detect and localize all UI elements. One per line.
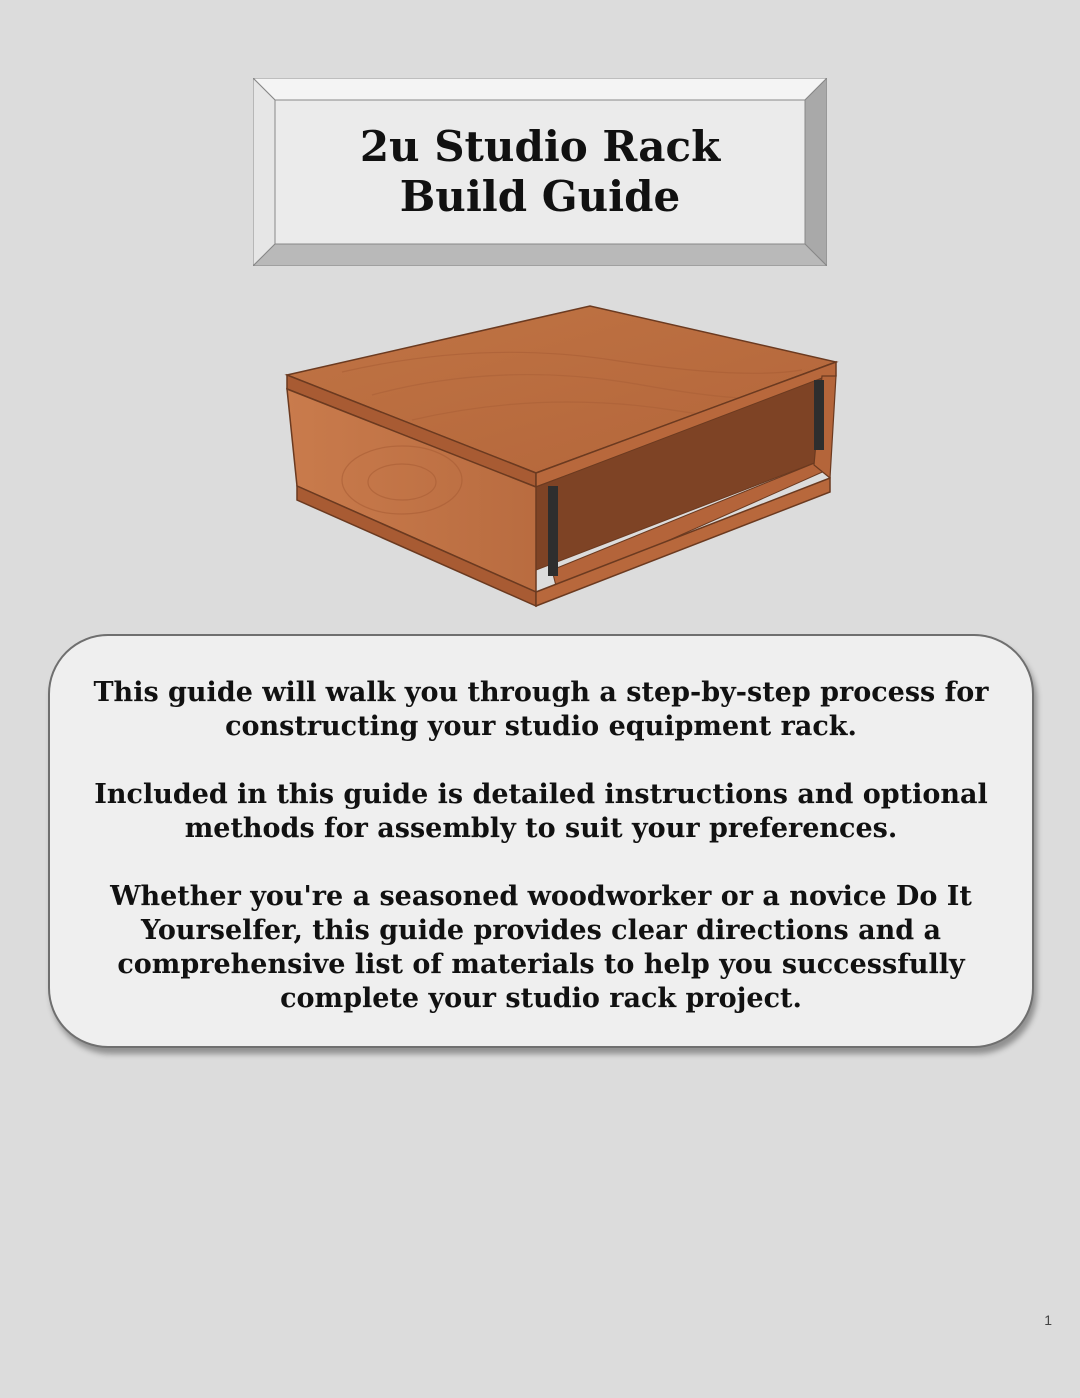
intro-paragraph-3: Whether you're a seasoned woodworker or a novice Do It Yourselfer, this guide provides clear directions and a comprehensive list of materials to help you successfully complete your studio rack project.: [110, 881, 972, 1014]
title-line-2: Build Guide: [399, 172, 681, 221]
title-line-1: 2u Studio Rack: [359, 122, 721, 171]
wooden-rack-icon: [282, 300, 842, 610]
intro-text-box: [48, 634, 1034, 1048]
right-rack-rail: [814, 380, 824, 450]
rack-illustration: [282, 300, 842, 614]
intro-paragraph-2: Included in this guide is detailed instructions and optional methods for assembly to suit your preferences.: [94, 779, 988, 844]
title-plaque: [253, 78, 827, 266]
page-number: 1: [1044, 1312, 1052, 1328]
intro-paragraph-1: This guide will walk you through a step-by-step process for constructing your studio equipment rack.: [93, 677, 989, 742]
left-rack-rail: [548, 486, 558, 576]
page-title: [253, 122, 827, 222]
